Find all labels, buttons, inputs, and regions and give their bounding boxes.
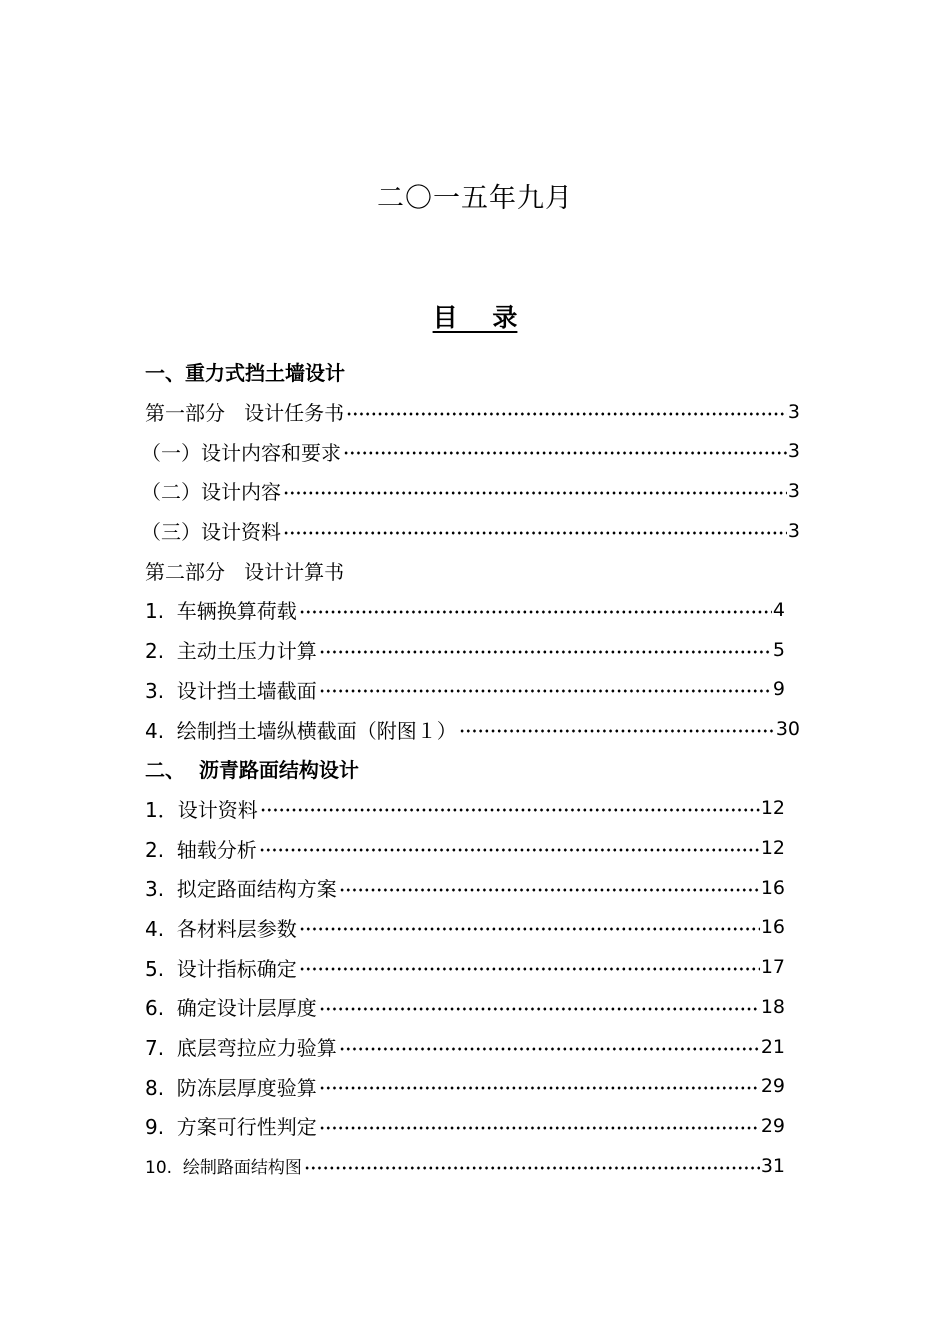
toc-entry-page: 30	[775, 718, 800, 741]
toc-entry-label: 6. 确定设计层厚度	[145, 996, 317, 1021]
toc-entry[interactable]	[145, 670, 785, 710]
toc-entry[interactable]	[145, 1106, 785, 1146]
toc-entry-label: （三）设计资料	[141, 520, 281, 545]
toc-entry-page: 21	[760, 1035, 785, 1058]
toc-entry-page: 16	[760, 876, 785, 899]
toc-entry-page: 4	[772, 598, 785, 621]
dot-leader	[299, 967, 760, 971]
dot-leader	[283, 531, 787, 535]
toc-entry-label: 4. 各材料层参数	[145, 916, 297, 941]
toc-entry[interactable]	[145, 789, 785, 829]
dot-leader	[319, 1126, 760, 1130]
toc-entry[interactable]	[145, 1146, 785, 1186]
toc-entry-page: 29	[760, 1114, 785, 1137]
dot-leader	[319, 650, 772, 654]
toc-section-heading	[145, 352, 825, 392]
dot-leader	[459, 729, 775, 733]
toc-entry-page: 12	[760, 837, 785, 860]
toc-entry-page: 17	[760, 956, 785, 979]
table-of-contents	[141, 352, 825, 1185]
toc-entry-label: 5. 设计指标确定	[145, 956, 297, 981]
dot-leader	[319, 1086, 760, 1090]
toc-entry[interactable]	[145, 947, 785, 987]
toc-entry-label: 2. 主动土压力计算	[145, 639, 317, 664]
toc-entry[interactable]	[145, 828, 785, 868]
toc-entry[interactable]	[145, 590, 785, 630]
toc-entry[interactable]	[141, 471, 800, 511]
toc-entry-page: 31	[760, 1154, 785, 1177]
toc-entry-page: 29	[760, 1075, 785, 1098]
toc-entry-label: 第一部分 设计任务书	[145, 401, 345, 426]
toc-entry-label: （二）设计内容	[141, 480, 281, 505]
section-heading-text: 二、 沥青路面结构设计	[145, 758, 359, 783]
toc-entry-page: 12	[760, 797, 785, 820]
dot-leader	[299, 610, 772, 614]
dot-leader	[283, 491, 787, 495]
toc-entry[interactable]	[141, 511, 800, 551]
dot-leader	[343, 451, 787, 455]
toc-entry[interactable]	[145, 868, 785, 908]
toc-entry-page: 16	[760, 916, 785, 939]
toc-entry-label: 1. 车辆换算荷载	[145, 599, 297, 624]
toc-entry-label: 第二部分 设计计算书	[145, 559, 345, 584]
dot-leader	[339, 888, 760, 892]
toc-entry-label: 3. 设计挡土墙截面	[145, 678, 317, 703]
toc-section-heading	[145, 749, 825, 789]
toc-entry[interactable]	[145, 392, 800, 432]
dot-leader	[339, 1047, 760, 1051]
toc-entry-page: 3	[787, 400, 800, 423]
toc-entry-page: 3	[787, 519, 800, 542]
dot-leader	[319, 689, 772, 693]
dot-leader	[259, 848, 760, 852]
toc-entry[interactable]	[145, 630, 785, 670]
section-heading-text: 一、重力式挡土墙设计	[145, 361, 345, 386]
toc-entry-label: 9. 方案可行性判定	[145, 1115, 317, 1140]
toc-entry-label: 4. 绘制挡土墙纵横截面（附图１）	[145, 718, 457, 743]
toc-entry[interactable]	[145, 1027, 785, 1067]
toc-entry-page: 18	[760, 995, 785, 1018]
toc-entry[interactable]	[145, 550, 825, 590]
toc-entry-label: 3. 拟定路面结构方案	[145, 877, 337, 902]
toc-entry[interactable]	[141, 431, 800, 471]
toc-entry-page: 3	[787, 479, 800, 502]
dot-leader	[299, 927, 760, 931]
toc-entry-label: 7. 底层弯拉应力验算	[145, 1036, 337, 1061]
dot-leader	[319, 1007, 760, 1011]
toc-entry[interactable]	[145, 987, 785, 1027]
toc-entry-page: 5	[772, 638, 785, 661]
dot-leader	[304, 1166, 760, 1170]
toc-entry-label: 10. 绘制路面结构图	[145, 1158, 302, 1179]
toc-entry[interactable]	[145, 1066, 785, 1106]
toc-entry-label: 8. 防冻层厚度验算	[145, 1075, 317, 1100]
toc-title-text: 目 录	[432, 303, 518, 332]
toc-entry-page: 9	[772, 678, 785, 701]
toc-entry[interactable]	[145, 908, 785, 948]
toc-entry-label: （一）设计内容和要求	[141, 440, 341, 465]
toc-entry-page: 3	[787, 440, 800, 463]
dot-leader	[346, 412, 787, 416]
toc-entry-label: 2. 轴载分析	[145, 837, 257, 862]
toc-entry[interactable]	[145, 709, 800, 749]
dot-leader	[260, 808, 760, 812]
toc-title	[0, 300, 950, 336]
date-line: 二〇一五年九月	[377, 183, 573, 214]
toc-entry-label: 1．设计资料	[145, 797, 258, 822]
